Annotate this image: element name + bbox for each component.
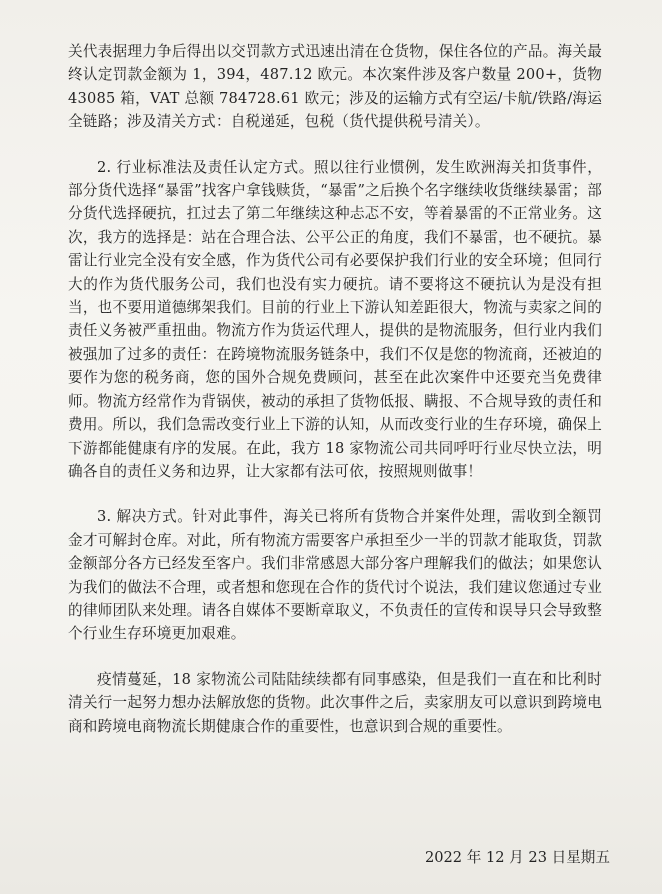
paragraph-penalty-summary: 关代表据理力争后得出以交罚款方式迅速出清在仓货物，保住各位的产品。海关最终认定罚款金额为 1，394，487.12 欧元。本次案件涉及客户数量 200+，货物 43085 箱，VAT 总额 784728.61 欧元；涉及的运输方式有空运/卡航/铁路/海运全链路；涉及清关方式：自税递延，包税（货代提供税号清关）。 (68, 43, 602, 131)
paragraph-gap (68, 646, 602, 668)
paragraph-epidemic-note: 疫情蔓延，18 家物流公司陆陆续续都有同事感染，但是我们一直在和比利时清关行一起努力想办法解放您的货物。此次事件之后，卖家朋友可以意识到跨境电商和跨境电商物流长期健康合作的重要性，也意识到合规的重要性。 (68, 670, 602, 735)
document-date: 2022 年 12 月 23 日星期五 (424, 849, 610, 866)
paragraph-solution: 3. 解决方式。针对此事件，海关已将所有货物合并案件处理，需收到全额罚金才可解封仓库。对此，所有物流方需要客户承担至少一半的罚款才能取货，罚款金额部分各方已经发至客户。我们非常感恩大部分客户理解我们的做法；如果您认为我们的做法不合理，或者想和您现在合作的货代讨个说法，我们建议您通过专业的律师团队来处理。请各自媒体不要断章取义，不负责任的宣传和误导只会导致整个行业生存环境更加艰难。 (68, 508, 602, 643)
paragraph-gap (68, 134, 602, 156)
paragraph-industry-standard: 2. 行业标准法及责任认定方式。照以往行业惯例，发生欧洲海关扣货事件，部分货代选择“暴雷”找客户拿钱赎货，“暴雷”之后换个名字继续收货继续暴雷；部分货代选择硬抗，扛过去了第二年继续这种忐忑不安，等着暴雷的不正常业务。这次，我方的选择是：站在合理合法、公平公正的角度，我们不暴雷，也不硬抗。暴雷让行业完全没有安全感，作为货代公司有必要保护我们行业的安全环境；但同行大的作为货代服务公司，我们也没有实力硬抗。请不要将这不硬抗认为是没有担当，也不要用道德绑架我们。目前的行业上下游认知差距很大，物流与卖家之间的责任义务被严重扭曲。物流方作为货运代理人，提供的是物流服务，但行业内我们被强加了过多的责任：在跨境物流服务链条中，我们不仅是您的物流商，还被迫的要作为您的税务商，您的国外合规免费顾问，甚至在此次案件中还要充当免费律师。物流方经常作为背锅侠，被动的承担了货物低报、瞒报、不合规导致的责任和费用。所以，我们急需改变行业上下游的认知，从而改变行业的生存环境，确保上下游都能健康有序的发展。在此，我方 18 家物流公司共同呼吁行业尽快立法，明确各自的责任义务和边界，让大家都有法可依，按照规则做事！ (68, 158, 602, 480)
paragraph-gap (68, 483, 602, 505)
